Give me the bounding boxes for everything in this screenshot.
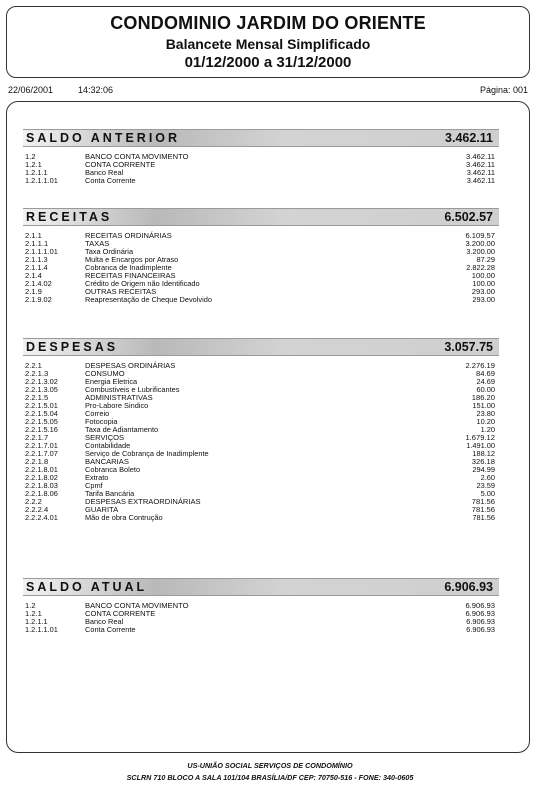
account-code: 2.2.2.4	[25, 505, 49, 514]
account-description: Banco Real	[85, 617, 124, 626]
section-saldo-atual	[23, 578, 499, 634]
account-description: Serviço de Cobrança de Inadimplente	[85, 449, 209, 458]
account-description: RECEITAS ORDINÁRIAS	[85, 231, 172, 240]
account-code: 2.2.1.8.06	[25, 489, 58, 498]
account-description: DESPESAS ORDINÁRIAS	[85, 361, 176, 370]
account-code: 2.2.1.3.05	[25, 385, 58, 394]
account-value: 1.491.00	[466, 441, 495, 450]
account-value: 6.906.93	[466, 625, 495, 634]
account-value: 151.00	[472, 401, 495, 410]
account-code: 2.2.1.8	[25, 457, 49, 466]
section-total: 6.906.93	[444, 580, 493, 594]
account-code: 2.1.9.02	[25, 295, 52, 304]
account-code: 1.2.1.1.01	[25, 625, 58, 634]
account-description: Cpmf	[85, 481, 103, 490]
account-description: Conta Corrente	[85, 625, 136, 634]
account-description: RECEITAS FINANCEIRAS	[85, 271, 176, 280]
section-receitas	[23, 208, 499, 304]
account-value: 23.80	[476, 409, 495, 418]
account-value: 6.906.93	[466, 617, 495, 626]
account-value: 3.462.11	[466, 176, 495, 185]
account-value: 100.00	[471, 271, 495, 280]
print-time: 14:32:06	[78, 85, 114, 95]
account-value: 60.00	[476, 385, 495, 394]
account-code: 1.2	[25, 601, 36, 610]
account-description: DESPESAS EXTRAORDINÁRIAS	[85, 497, 201, 506]
account-description: Contabilidade	[85, 441, 131, 450]
account-value: 294.99	[472, 465, 495, 474]
account-code: 1.2.1.1	[25, 617, 48, 626]
account-code: 2.2.1.7	[25, 433, 49, 442]
section-despesas	[23, 338, 499, 522]
section-title: DESPESAS	[26, 340, 119, 354]
account-description: Cobranca de Inadimplente	[85, 263, 172, 272]
account-code: 1.2.1.1.01	[25, 176, 58, 185]
account-description: ADMINISTRATIVAS	[85, 393, 153, 402]
account-value: 781.56	[471, 497, 495, 506]
account-description: Pro-Labore Sindico	[85, 401, 149, 410]
section-title: RECEITAS	[26, 210, 113, 224]
ledger-row	[23, 177, 499, 185]
account-description: BANCARIAS	[85, 457, 129, 466]
account-code: 2.1.4	[25, 271, 42, 280]
account-code: 2.2.2.4.01	[25, 513, 58, 522]
account-value: 84.69	[475, 369, 495, 378]
account-description: Correio	[85, 409, 110, 418]
account-description: Taxa Ordinária	[85, 247, 134, 256]
account-value: 781.56	[471, 505, 495, 514]
account-description: Fotocopia	[85, 417, 118, 426]
account-code: 2.2.1.7.07	[25, 449, 58, 458]
account-code: 2.1.4.02	[25, 279, 52, 288]
account-code: 2.2.1.3	[25, 369, 49, 378]
account-code: 2.2.1.5.16	[25, 425, 58, 434]
footer-company: US-UNIÃO SOCIAL SERVIÇOS DE CONDOMÍNIO	[187, 761, 353, 770]
report-header	[6, 6, 530, 78]
account-value: 1.20	[480, 425, 495, 434]
account-value: 6.906.93	[465, 601, 495, 610]
section-total: 6.502.57	[444, 210, 493, 224]
section-rows	[23, 232, 499, 304]
account-code: 1.2.1.1	[25, 168, 48, 177]
account-description: BANCO CONTA MOVIMENTO	[85, 601, 189, 610]
account-code: 2.2.1.7.01	[25, 441, 58, 450]
account-description: Multa e Encargos por Atraso	[85, 255, 179, 264]
report-title: CONDOMINIO JARDIM DO ORIENTE	[110, 13, 426, 33]
account-description: OUTRAS RECEITAS	[85, 287, 157, 296]
account-value: 326.18	[471, 457, 495, 466]
account-description: CONTA CORRENTE	[85, 160, 156, 169]
section-header-bar	[23, 129, 499, 147]
account-code: 2.2.1.5.01	[25, 401, 58, 410]
account-value: 3.200.00	[466, 247, 495, 256]
page-number: Página: 001	[479, 85, 528, 95]
account-code: 2.2.1.5	[25, 393, 49, 402]
account-value: 3.200.00	[465, 239, 495, 248]
section-header-bar	[23, 338, 499, 356]
section-rows	[23, 153, 499, 185]
account-description: Banco Real	[85, 168, 124, 177]
account-description: CONSUMO	[85, 369, 125, 378]
account-code: 2.2.1.5.04	[25, 409, 58, 418]
section-rows	[23, 362, 499, 522]
account-description: Extrato	[85, 473, 109, 482]
account-value: 5.00	[480, 489, 495, 498]
account-code: 2.2.1.5.05	[25, 417, 58, 426]
account-value: 186.20	[471, 393, 495, 402]
section-title: SALDO ANTERIOR	[26, 131, 181, 145]
account-value: 2.60	[480, 473, 495, 482]
account-description: Tarifa Bancária	[85, 489, 135, 498]
account-description: Conta Corrente	[85, 176, 136, 185]
report-subtitle: Balancete Mensal Simplificado	[165, 36, 371, 52]
account-code: 2.2.1.3.02	[25, 377, 58, 386]
account-description: Energia Eletrica	[85, 377, 138, 386]
account-code: 2.2.1	[25, 361, 42, 370]
account-description: BANCO CONTA MOVIMENTO	[85, 152, 189, 161]
account-code: 2.1.1.1.01	[25, 247, 58, 256]
account-code: 2.1.1.4	[25, 263, 48, 272]
section-header-bar	[23, 208, 499, 226]
account-value: 3.462.11	[466, 160, 495, 169]
section-title: SALDO ATUAL	[26, 580, 148, 594]
account-value: 10.20	[476, 417, 495, 426]
account-description: SERVIÇOS	[85, 433, 125, 442]
account-value: 188.12	[472, 449, 495, 458]
account-description: Crédito de Origem não Identificado	[85, 279, 200, 288]
account-value: 1.679.12	[465, 433, 495, 442]
account-value: 293.00	[472, 295, 495, 304]
account-value: 3.462.11	[466, 152, 495, 161]
account-code: 2.1.1	[25, 231, 42, 240]
account-description: TAXAS	[85, 239, 110, 248]
ledger-row	[23, 296, 499, 304]
section-saldo-anterior	[23, 129, 499, 185]
account-description: Taxa de Adiantamento	[85, 425, 159, 434]
account-value: 3.462.11	[466, 168, 495, 177]
section-header-bar	[23, 578, 499, 596]
account-description: Cobranca Boleto	[85, 465, 141, 474]
account-code: 2.1.1.1	[25, 239, 49, 248]
account-code: 1.2.1	[25, 160, 42, 169]
print-date: 22/06/2001	[8, 85, 54, 95]
account-code: 1.2.1	[25, 609, 42, 618]
section-total: 3.462.11	[445, 131, 493, 145]
account-code: 2.1.9	[25, 287, 42, 296]
account-value: 781.56	[472, 513, 495, 522]
report-period: 01/12/2000 a 31/12/2000	[184, 54, 352, 71]
account-value: 2.276.19	[465, 361, 495, 370]
account-value: 87.29	[476, 255, 495, 264]
account-value: 6.906.93	[465, 609, 495, 618]
account-code: 2.2.1.8.03	[25, 481, 58, 490]
account-code: 2.1.1.3	[25, 255, 48, 264]
account-value: 100.00	[472, 279, 495, 288]
account-code: 2.2.1.8.02	[25, 473, 58, 482]
footer-address: SCLRN 710 BLOCO A SALA 101/104 BRASÍLIA/DF CEP: 70750-516 - FONE: 340-0605	[126, 773, 414, 782]
account-description: Combustiveis e Lubrificantes	[85, 385, 180, 394]
account-description: Reapresentação de Cheque Devolvido	[85, 295, 212, 304]
account-value: 24.69	[476, 377, 495, 386]
section-rows	[23, 602, 499, 634]
report-body	[6, 101, 530, 753]
section-total: 3.057.75	[444, 340, 493, 354]
account-code: 2.2.1.8.01	[25, 465, 58, 474]
account-description: CONTA CORRENTE	[85, 609, 156, 618]
account-value: 293.00	[471, 287, 495, 296]
account-description: GUARITA	[85, 505, 119, 514]
account-code: 1.2	[25, 152, 36, 161]
account-value: 2.822.28	[466, 263, 495, 272]
ledger-row	[23, 626, 499, 634]
account-description: Mão de obra Contrução	[85, 513, 163, 522]
account-value: 6.109.57	[465, 231, 495, 240]
account-code: 2.2.2	[25, 497, 42, 506]
account-value: 23.59	[476, 481, 495, 490]
ledger-row	[23, 514, 499, 522]
